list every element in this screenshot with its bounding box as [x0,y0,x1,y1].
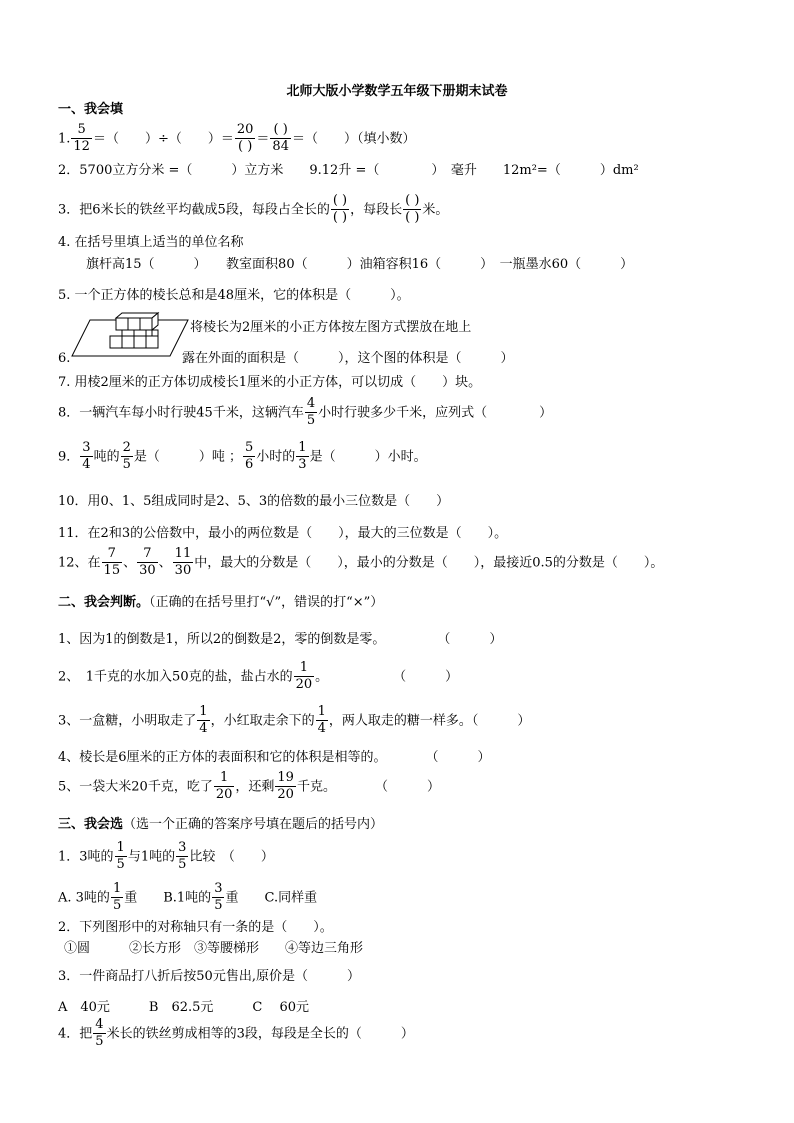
fraction: $\frac{11}{30}$ [174,546,192,579]
fraction: $\frac{2}{5}$ [122,440,131,473]
fraction: $\frac{3}{4}$ [82,440,91,473]
question-7: 7. 用棱2厘米的正方体切成棱长1厘米的小正方体，可以切成（ ）块。 [58,375,482,390]
fraction: $\frac{19}{20}$ [277,770,294,803]
question-5: 5. 一个正方体的棱长总和是48厘米，它的体积是（ ）。 [58,288,410,303]
fraction: $\frac{3}{5}$ [178,840,187,873]
fraction: $\frac{1}{5}$ [116,840,125,873]
judge-5: 5、一袋大米20千克，吃了 $\frac{1}{20}$ ，还剩 $\frac{19}{20}$ 千克。 （ ） [58,770,440,803]
question-3: 3．把6米长的铁丝平均截成5段，每段占全长的 ( ) ( ) ，每段长 ( ) ( ) 米。 [58,193,449,226]
question-11: 11．在2和3的公倍数中，最小的两位数是（ ），最大的三位数是（ ）。 [58,526,508,541]
question-4: 4. 在括号里填上适当的单位名称 [58,235,244,250]
question-8: 8．一辆汽车每小时行驶45千米，这辆汽车 $\frac{4}{5}$ 小时行驶多少千米，应列式（ ） [58,396,553,429]
choice-1-options: A. 3吨的 $\frac{1}{5}$ 重 B.1吨的 $\frac{3}{5}$ 重 C.同样重 [58,881,318,914]
fraction: $\frac{1}{3}$ [298,440,307,473]
question-6-line1: 将棱长为2厘米的小正方体按左图方式摆放在地上 [190,320,472,335]
question-12: 12、在 $\frac{7}{15}$ 、 $\frac{7}{30}$ 、 $\frac{11}{30}$ 中，最大的分数是（ ），最小的分数是（ ），最接近0.5的分数是（ ）。 [58,546,664,579]
fraction: $\frac{4}{5}$ [306,396,316,429]
section-1-heading: 一、我会填 [58,102,124,117]
fraction: $\frac{1}{4}$ [317,704,326,737]
fraction: $\frac{1}{20}$ [295,660,313,693]
fraction: $\frac{5}{6}$ [245,440,254,473]
choice-3: 3．一件商品打八折后按50元售出,原价是（ ） [58,969,360,984]
fraction: ( ) ( ) [405,193,420,226]
choice-2-options: ①圆 ②长方形 ③等腰梯形 ④等边三角形 [64,941,364,956]
judge-2: 2、 1千克的水加入50克的盐，盐占水的 $\frac{1}{20}$ 。 （ ） [58,660,459,693]
fraction: $\frac{1}{20}$ [215,770,233,803]
fraction: $\frac{1}{5}$ [112,881,122,914]
fraction: $\frac{4}{5}$ [95,1017,104,1050]
fraction: 20 ( ) [236,122,254,155]
choice-3-options: A 40元 B 62.5元 C 60元 [58,1000,310,1015]
question-4-items: 旗杆高15（ ） 教室面积80（ ）油箱容积16（ ） 一瓶墨水60（ ） [86,257,634,272]
judge-1: 1、因为1的倒数是1，所以2的倒数是2，零的倒数是零。 （ ） [58,632,503,647]
cube-stack-figure [70,310,190,358]
section-2-heading: 二、我会判断。（正确的在括号里打“√”，错误的打“×”） [58,595,384,610]
question-6-number: 6. [58,351,71,366]
choice-2: 2．下列图形中的对称轴只有一条的是（ ）。 [58,920,333,935]
question-10: 10．用0、1、5组成同时是2、5、3的倍数的最小三位数是（ ） [58,494,450,509]
fraction: ( ) ( ) [332,193,348,226]
fraction: $\frac{5}{12}$ [73,122,90,155]
fraction: $\frac{1}{4}$ [199,704,208,737]
question-9: 9． $\frac{3}{4}$ 吨的 $\frac{2}{5}$ 是（ ）吨 ； $\frac{5}{6}$ 小时的 $\frac{1}{3}$ 是（ ）小时。 [58,440,427,473]
page-title: 北师大版小学数学五年级下册期末试卷 [286,84,508,99]
fraction: ( ) 84 [272,122,289,155]
judge-4: 4、棱长是6厘米的正方体的表面积和它的体积是相等的。 （ ） [58,750,491,765]
question-1: 1. $\frac{5}{12}$ ＝（ ）÷（ ）＝ 20 ( ) ＝ ( ) 84 ＝（ ）（填小数） [58,122,416,155]
question-6-line2: 露在外面的面积是（ ），这个图的体积是（ ） [182,351,514,366]
question-2: 2．5700立方分米 =（ ）立方米 9.12升 =（ ） 毫升 12m²=（ ）dm² [58,163,639,178]
fraction: $\frac{3}{5}$ [214,881,223,914]
fraction: $\frac{7}{30}$ [139,546,156,579]
section-3-heading: 三、我会选（选一个正确的答案序号填在题后的括号内） [58,817,384,832]
choice-4: 4．把 $\frac{4}{5}$ 米长的铁丝剪成相等的3段，每段是全长的（ ） [58,1017,414,1050]
fraction: $\frac{7}{15}$ [103,546,121,579]
judge-3: 3、一盒糖，小明取走了 $\frac{1}{4}$ ，小红取走余下的 $\frac{1}{4}$ ，两人取走的糖一样多。（ ） [58,704,531,737]
choice-1: 1．3吨的 $\frac{1}{5}$ 与1吨的 $\frac{3}{5}$ 比较 （ ） [58,840,274,873]
